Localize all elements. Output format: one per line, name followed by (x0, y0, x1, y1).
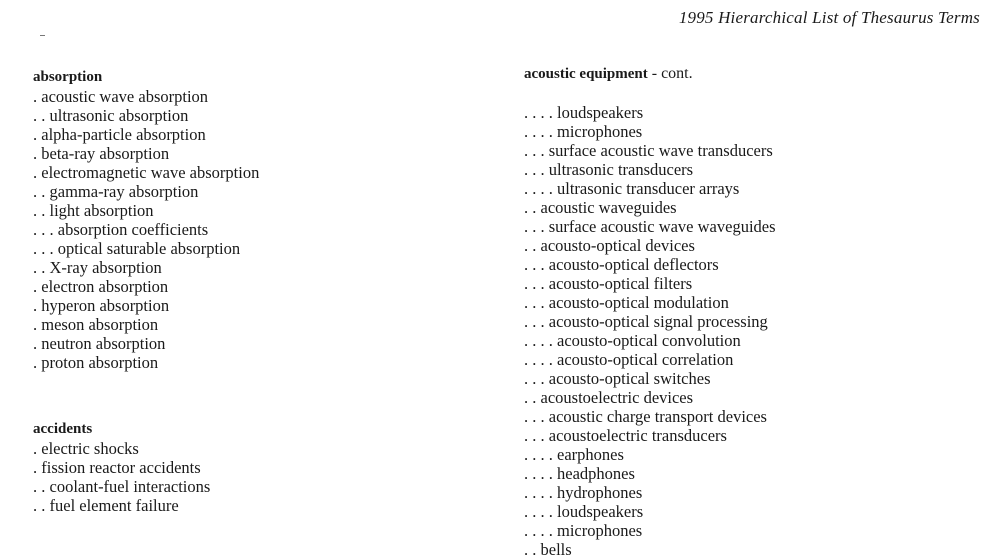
term-line: . alpha-particle absorption (33, 125, 206, 144)
term-line: . . fuel element failure (33, 496, 179, 515)
term-line: . fission reactor accidents (33, 458, 201, 477)
term-line: . electric shocks (33, 439, 139, 458)
term-line: . . bells (524, 540, 572, 559)
term-line: . . acoustoelectric devices (524, 388, 694, 407)
right-column (524, 64, 776, 559)
term-line: . . . ultrasonic transducers (524, 160, 694, 179)
section-heading: absorption (33, 69, 103, 85)
term-line: . proton absorption (33, 353, 159, 372)
section-spacer (33, 372, 259, 420)
term-line: . . . . headphones (524, 464, 635, 483)
term-line: . meson absorption (33, 315, 159, 334)
page-header-title: 1995 Hierarchical List of Thesaurus Terms (678, 8, 980, 27)
term-line: . . . . microphones (524, 122, 643, 141)
section-accidents (33, 420, 259, 515)
term-line: . . coolant-fuel interactions (33, 477, 211, 496)
section-spacer (524, 84, 776, 103)
term-line: . . . . acousto-optical correlation (524, 350, 734, 369)
term-line: . . . . loudspeakers (524, 103, 644, 122)
term-line: . . . acousto-optical switches (524, 369, 711, 388)
section-heading: accidents (33, 421, 93, 437)
term-line: . . light absorption (33, 201, 154, 220)
term-line: . electromagnetic wave absorption (33, 163, 260, 182)
term-line: . neutron absorption (33, 334, 166, 353)
term-line: . . ultrasonic absorption (33, 106, 189, 125)
term-line: . . acousto-optical devices (524, 236, 695, 255)
term-line: . . . . loudspeakers (524, 502, 644, 521)
term-line: . . . acousto-optical deflectors (524, 255, 719, 274)
term-line: . . . . microphones (524, 521, 643, 540)
term-line: . . . acoustoelectric transducers (524, 426, 727, 445)
term-line: . . . acousto-optical modulation (524, 293, 729, 312)
term-line: . . . . hydrophones (524, 483, 643, 502)
left-column (33, 68, 259, 515)
term-line: . . . acousto-optical signal processing (524, 312, 768, 331)
term-line: . hyperon absorption (33, 296, 170, 315)
term-line: . . . acousto-optical filters (524, 274, 693, 293)
term-line: . . X-ray absorption (33, 258, 162, 277)
term-line: . . . absorption coefficients (33, 220, 209, 239)
term-line: . electron absorption (33, 277, 169, 296)
section-absorption (33, 68, 259, 372)
term-line: . . . . earphones (524, 445, 624, 464)
term-line: . . . surface acoustic wave waveguides (524, 217, 776, 236)
term-line: . . gamma-ray absorption (33, 182, 199, 201)
term-line: . . . optical saturable absorption (33, 239, 241, 258)
term-line: . . . surface acoustic wave transducers (524, 141, 773, 160)
continued-marker: - cont. (647, 65, 693, 82)
section-heading: acoustic equipment (524, 66, 648, 82)
term-line: . beta-ray absorption (33, 144, 170, 163)
term-line: . . . . ultrasonic transducer arrays (524, 179, 740, 198)
term-line: . . acoustic waveguides (524, 198, 677, 217)
section-heading-continued (524, 64, 776, 84)
term-line: . . . acoustic charge transport devices (524, 407, 767, 426)
term-line: . . . . acousto-optical convolution (524, 331, 741, 350)
term-line: . acoustic wave absorption (33, 87, 209, 106)
stray-mark (40, 35, 45, 36)
